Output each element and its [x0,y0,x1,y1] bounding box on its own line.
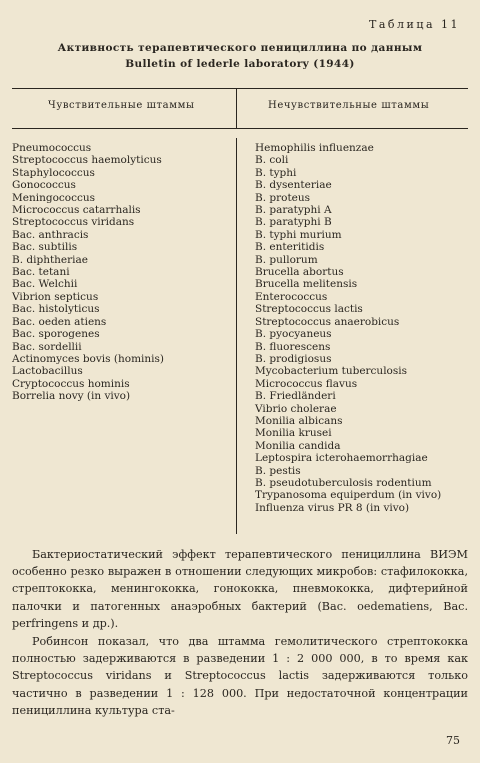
insensitive-strain-item: B. proteus [255,191,311,204]
table-label: Таблица 11 [369,18,460,31]
insensitive-strain-item: Leptospira icterohaemorrhagiae [255,452,428,465]
table-header-rule [12,128,468,129]
insensitive-strain-item: B. Friedländeri [255,390,336,403]
insensitive-strain-item: Micrococcus flavus [255,377,358,390]
paragraph-2 [12,633,468,719]
insensitive-strain-item: B. pullorum [255,253,318,266]
table-title-line-1: Активность терапевтического пенициллина по данным [57,42,423,54]
insensitive-strain-item: B. paratyphi B [255,216,332,229]
insensitive-strains-column [255,142,470,514]
insensitive-strain-item: B. fluorescens [255,340,331,353]
page-number: 75 [446,734,460,747]
sensitive-strain-item: Pneumococcus [12,142,92,154]
sensitive-strain-item: Streptococcus viridans [12,216,135,229]
sensitive-strain-item: Cryptococcus hominis [12,377,130,390]
insensitive-strain-item: Monilia candida [255,439,341,452]
sensitive-strain-item: Bac. anthracis [12,228,89,241]
insensitive-strain-item: Enterococcus [255,290,328,303]
insensitive-strain-item: B. enteritidis [255,241,325,254]
sensitive-strain-item: Bac. sordellii [12,340,82,353]
sensitive-strain-item: Bac. Welchii [12,278,78,291]
sensitive-strain-item: Bac. histolyticus [12,303,100,316]
insensitive-strain-item: Monilia albicans [255,414,343,427]
insensitive-strain-item: Streptococcus lactis [255,303,363,316]
sensitive-strain-item: Vibrion septicus [12,290,99,303]
insensitive-strain-item: B. typhi [255,166,297,179]
insensitive-strain-item: Brucella abortus [255,266,344,279]
paragraph-2-text: Робинсон показал, что два штамма гемолитического стрептококка полностью задерживаются в разведении 1 : 2 000 000, в то время как Streptococcus viridans и Streptococcus lactis задерживаются только частично в разведении 1 : 128 000. При недостаточной концентрации пенициллина культура ста- [12,635,468,717]
insensitive-strain-item: Mycobacterium tuberculosis [255,365,408,378]
insensitive-strain-item: Brucella melitensis [255,278,358,291]
sensitive-strain-item: Streptococcus haemolyticus [12,154,162,167]
insensitive-strain-item: B. typhi murium [255,228,342,241]
insensitive-strain-item: Streptococcus anaerobicus [255,315,400,328]
sensitive-strain-item: Micrococcus catarrhalis [12,204,141,217]
sensitive-strain-item: Bac. subtilis [12,241,78,254]
sensitive-strain-item: Meningococcus [12,191,96,204]
sensitive-strain-item: Bac. sporogenes [12,328,100,341]
sensitive-strain-item: Actinomyces bovis (hominis) [12,352,164,365]
sensitive-strain-item: Bac. tetani [12,266,70,279]
column-header-sensitive: Чувствительные штаммы [48,100,195,111]
table-top-rule [12,88,468,89]
body-column-divider [236,138,237,534]
insensitive-strain-item: B. dysenteriae [255,179,332,192]
sensitive-strain-item: Staphylococcus [12,166,95,179]
header-column-divider [236,88,237,128]
insensitive-strain-item: B. paratyphi A [255,204,332,217]
column-header-insensitive: Нечувствительные штаммы [268,100,430,111]
insensitive-strain-item: Influenza virus PR 8 (in vivo) [255,501,410,514]
insensitive-strain-item: B. pestis [255,464,301,477]
paragraph-1 [12,546,468,632]
sensitive-strain-item: Borrelia novy (in vivo) [12,390,131,403]
insensitive-strain-item: B. pyocyaneus [255,328,332,341]
insensitive-strain-item: B. coli [255,154,289,167]
sensitive-strain-item: B. diphtheriae [12,253,89,266]
insensitive-strain-item: B. pseudotuberculosis rodentium [255,476,432,489]
table-title-line-2: Bulletin of lederle laboratory (1944) [125,58,355,70]
insensitive-strain-item: Hemophilis influenzae [255,142,374,154]
insensitive-strain-item: Trypanosoma equiperdum (in vivo) [255,489,442,502]
sensitive-strain-item: Bac. oeden atiens [12,315,107,328]
insensitive-strain-item: B. prodigiosus [255,352,332,365]
insensitive-strain-item: Vibrio cholerae [255,402,337,415]
paragraph-1-text: Бактериостатический эффект терапевтического пенициллина ВИЭМ особенно резко выражен в отношении следующих микробов: стафилококка, стрептококка, менингококка, гонококка, пневмококка, дифтерийной палочки и патогенных анаэробных бактерий (Bac. oedematiens, Bac. perfringens и др.). [12,548,468,630]
insensitive-strain-item: Monilia krusei [255,427,332,440]
sensitive-strains-column [12,142,232,403]
sensitive-strain-item: Gonococcus [12,179,76,192]
sensitive-strain-item: Lactobacillus [12,365,83,378]
